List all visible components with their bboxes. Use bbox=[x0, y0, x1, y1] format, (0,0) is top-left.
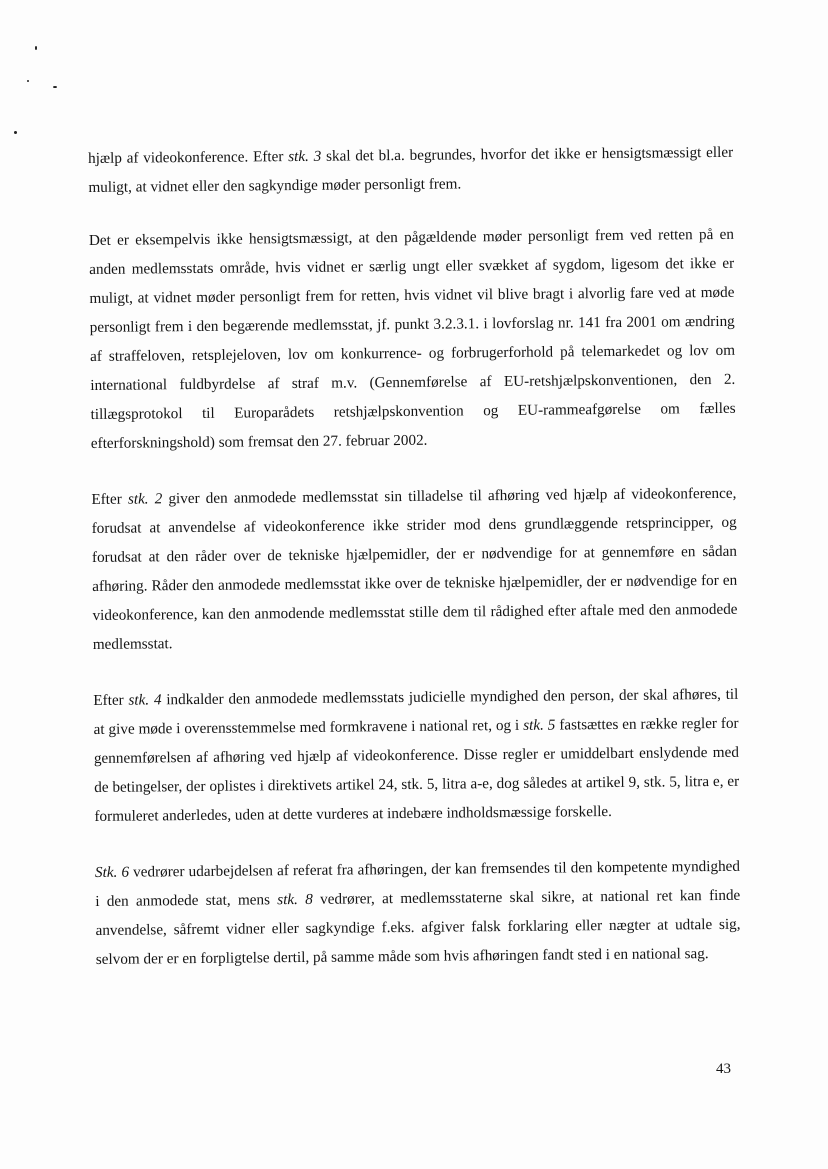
italic-reference: stk. 8 bbox=[277, 890, 313, 909]
paragraph-4 bbox=[93, 680, 739, 831]
italic-reference: stk. 2 bbox=[127, 490, 163, 508]
text-run: skal det bl.a. begrundes, hvorfor det ikke er hensigtsmæssigt eller muligt, at vidnet eller den sagkyndige møder personligt frem. bbox=[88, 143, 734, 196]
text-run: Efter bbox=[93, 691, 129, 709]
text-run: hjælp af videokonference. Efter bbox=[88, 148, 289, 167]
text-run: Det er eksempelvis ikke hensigtsmæssigt, at den pågældende møder personligt frem ved retten på en anden medlemsstats område, hvis vidnet er særlig ungt eller svækket af sygdom, ligesom det ikke er muligt, at vidnet møder personligt frem for retten, hvis vidnet vil blive bragt i alvorlig fare ved at møde personligt frem i den begærende medlemsstat, jf. punkt 3.2.3.1. i lovforslag nr. 141 fra 2001 om ændring af straffeloven, retsplejeloven, lov om konkurrence- og forbrugerforhold på telemarkedet og lov om international fuldbyrdelse af straf m.v. (Gennemførelse af EU-retshjælpskonventionen, den 2. tillægsprotokol til Europarådets retshjælpskonvention og EU-rammeafgørelse om fælles efterforskningshold) som fremsat den 27. februar 2002. bbox=[88, 225, 736, 452]
italic-reference: Stk. 6 bbox=[94, 863, 130, 881]
text-run: vedrører, at medlemsstaterne skal sikre, at national ret kan finde anvendelse, såfremt vidner eller sagkyndige f.eks. afgiver falsk forklaring eller nægter at udtale sig, selvom der er en forpligtelse dertil, på samme måde som hvis afhøringen fandt sted i en national sag. bbox=[95, 886, 741, 968]
text-run: fastsættes en række regler for gennemførelsen af afhøring ved hjælp af videokonference. Disse regler er umiddelbart enslydende med de betingelser, der oplistes i direktivets artikel 24, stk. 5, litra a-e, dog således at artikel 9, stk. 5, litra e, er formuleret anderledes, uden at dette vurderes at indebære indholdsmæssige forskelle. bbox=[93, 714, 740, 825]
paragraph-1 bbox=[88, 138, 734, 202]
text-run: Efter bbox=[91, 490, 128, 508]
text-run: vedrører udarbejdelsen af referat fra afhøringen, der kan fremsendes til den kompetente myndighed i den anmodede stat, mens bbox=[95, 857, 741, 910]
scan-speck bbox=[27, 80, 29, 82]
paragraph-5 bbox=[95, 852, 741, 974]
scan-speck bbox=[53, 86, 57, 88]
page-number: 43 bbox=[716, 1061, 731, 1077]
scan-speck bbox=[35, 46, 37, 50]
paragraph-3 bbox=[91, 479, 738, 659]
text-run: indkalder den anmodede medlemsstats judicielle myndighed den person, der skal afhøres, til at give møde i overensstemmelse med formkravene i national ret, og i bbox=[93, 685, 739, 738]
italic-reference: stk. 5 bbox=[523, 716, 556, 734]
scan-speck bbox=[14, 131, 17, 134]
body-text bbox=[88, 138, 741, 974]
paragraph-2 bbox=[89, 220, 736, 458]
italic-reference: stk. 4 bbox=[128, 691, 162, 709]
text-run: giver den anmodede medlemsstat sin tilladelse til afhøring ved hjælp af videokonference, forudsat at anvendelse af videokonference ikke strider mod dens grundlæggende retsprincipper, og forudsat at den råder over de tekniske hjælpemidler, der er nødvendige for at gennemføre en sådan afhøring. Råder den anmodede medlemsstat ikke over de tekniske hjælpemidler, der er nødvendige for en videokonference, kan den anmodende medlemsstat stille dem til rådighed efter aftale med den anmodede medlemsstat. bbox=[91, 484, 738, 653]
italic-reference: stk. 3 bbox=[288, 147, 322, 166]
